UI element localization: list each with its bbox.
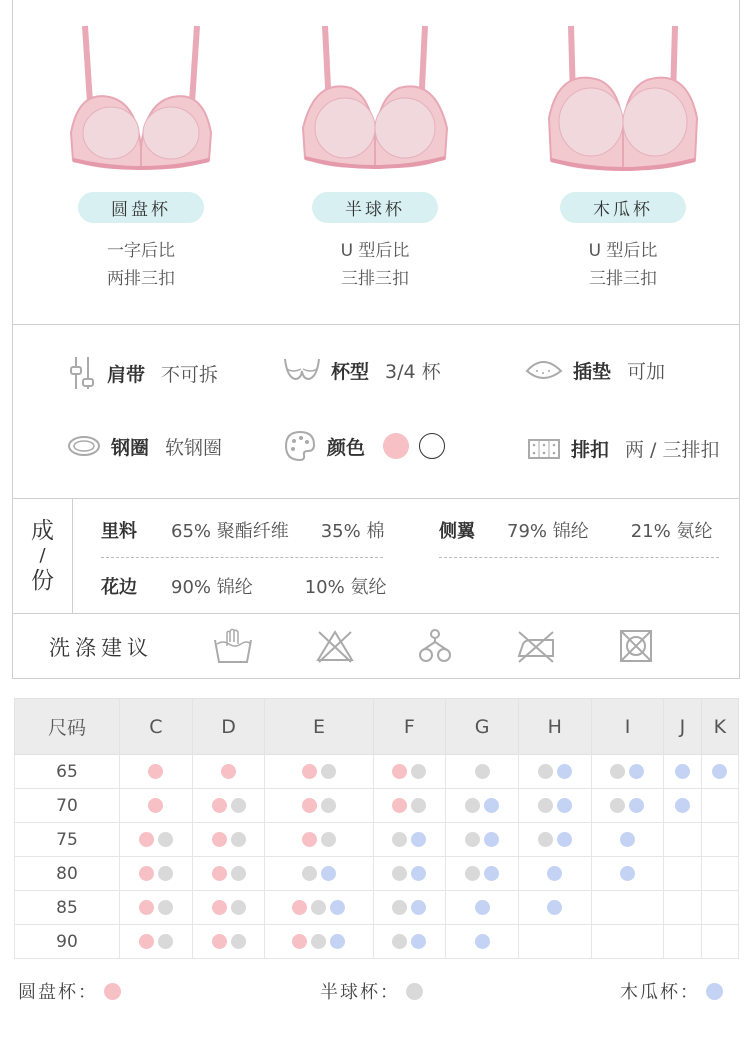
lining-row — [101, 517, 384, 543]
papaya-cup-dot — [620, 832, 635, 847]
size-cell — [192, 755, 265, 789]
size-table — [14, 698, 739, 959]
hook-rows-text: 两排三扣 — [107, 269, 175, 289]
size-cell — [701, 857, 738, 891]
size-cell — [518, 925, 591, 959]
half-cup-dot — [392, 900, 407, 915]
legend-label: 木瓜杯： — [620, 982, 700, 1003]
papaya-cup-dot — [557, 832, 572, 847]
composition-label-top: 成 — [31, 518, 54, 544]
attr-key: 钢圈 — [111, 436, 150, 459]
size-cell — [701, 755, 738, 789]
half-cup-dot — [538, 798, 553, 813]
papaya-cup-dot — [620, 866, 635, 881]
hook-rows-text: 三排三扣 — [341, 269, 409, 289]
half-cup-dot — [311, 900, 326, 915]
legend-label: 半球杯： — [320, 982, 400, 1003]
legend-dot-papaya — [706, 983, 723, 1000]
papaya-cup-dot — [675, 764, 690, 779]
cup-name-pill: 半球杯 — [312, 192, 438, 223]
round-cup-dot — [212, 934, 227, 949]
papaya-cup-dot — [484, 866, 499, 881]
half-cup-dot — [411, 798, 426, 813]
cup-style-papaya — [503, 0, 743, 293]
cup-size-header: K — [701, 699, 738, 755]
attr-key: 排扣 — [571, 439, 610, 461]
legend-half — [320, 978, 425, 1004]
papaya-cup-dot — [547, 866, 562, 881]
cup-size-header: C — [120, 699, 193, 755]
half-cup-dot — [538, 764, 553, 779]
papaya-cup-dot — [484, 832, 499, 847]
size-cell — [120, 925, 193, 959]
half-cup-dot — [231, 832, 246, 847]
attr-value: 两 / 三排扣 — [625, 439, 720, 461]
cup-size-header: E — [265, 699, 373, 755]
size-cell — [120, 891, 193, 925]
band-size: 70 — [15, 789, 120, 823]
hook-rows-text: 三排三扣 — [589, 269, 657, 289]
half-cup-dot — [321, 832, 336, 847]
round-cup-dot — [212, 900, 227, 915]
back-style-text: 一字后比 — [107, 241, 175, 261]
size-cell — [664, 789, 701, 823]
attr-cup-type — [283, 355, 441, 385]
size-cell — [373, 823, 446, 857]
size-cell — [446, 823, 519, 857]
legend-dot-half — [406, 983, 423, 1000]
size-cell — [591, 823, 664, 857]
table-row — [15, 823, 739, 857]
size-cell — [446, 891, 519, 925]
size-cell — [664, 823, 701, 857]
papaya-cup-dot — [411, 934, 426, 949]
size-cell — [446, 755, 519, 789]
half-cup-dot — [465, 798, 480, 813]
table-row — [15, 755, 739, 789]
size-cell — [120, 789, 193, 823]
composition-label-bottom: 份 — [31, 568, 54, 594]
half-cup-dot — [158, 832, 173, 847]
cup-size-header: D — [192, 699, 265, 755]
papaya-cup-dot — [475, 900, 490, 915]
lace-row — [101, 573, 386, 599]
size-cell — [373, 857, 446, 891]
composition-label — [13, 499, 73, 613]
size-cell — [664, 857, 701, 891]
lace-key: 花边 — [101, 577, 137, 598]
cup-icon — [283, 355, 321, 385]
papaya-cup-dot — [484, 798, 499, 813]
papaya-cup-dot — [557, 764, 572, 779]
size-cell — [591, 789, 664, 823]
round-cup-dot — [139, 866, 154, 881]
band-size: 75 — [15, 823, 120, 857]
back-style-text: U 型后比 — [588, 241, 658, 261]
attr-strap — [67, 355, 218, 391]
round-cup-dot — [221, 764, 236, 779]
size-cell — [591, 755, 664, 789]
half-cup-dot — [411, 764, 426, 779]
wire-icon — [67, 431, 101, 461]
size-cell — [192, 857, 265, 891]
size-cell — [120, 857, 193, 891]
size-cell — [446, 925, 519, 959]
no-iron-icon — [515, 628, 557, 664]
half-cup-dot — [231, 900, 246, 915]
attr-pad — [525, 355, 665, 385]
size-cell — [192, 823, 265, 857]
attr-value: 不可拆 — [161, 363, 219, 386]
size-cell — [446, 857, 519, 891]
size-cell — [373, 755, 446, 789]
size-cell — [446, 789, 519, 823]
attr-color — [283, 429, 445, 463]
size-cell — [265, 891, 373, 925]
table-row — [15, 925, 739, 959]
size-table-body — [15, 755, 739, 959]
round-cup-dot — [139, 832, 154, 847]
size-cell — [518, 891, 591, 925]
cup-size-header: F — [373, 699, 446, 755]
color-swatch-white[interactable] — [419, 433, 445, 459]
lining-b: 35% 棉 — [320, 521, 385, 542]
cup-name-pill: 圆盘杯 — [78, 192, 204, 223]
size-cell — [591, 857, 664, 891]
legend-round — [18, 978, 123, 1004]
hang-dry-icon — [415, 628, 455, 664]
round-cup-dot — [292, 934, 307, 949]
round-cup-dot — [212, 866, 227, 881]
size-cell — [265, 823, 373, 857]
size-cell — [701, 823, 738, 857]
back-style-text: U 型后比 — [340, 241, 410, 261]
round-cup-dot — [148, 798, 163, 813]
papaya-cup-dot — [321, 866, 336, 881]
size-table-header — [15, 699, 739, 755]
half-cup-dot — [392, 866, 407, 881]
round-cup-dot — [212, 832, 227, 847]
table-row — [15, 789, 739, 823]
attr-key: 肩带 — [107, 363, 146, 386]
size-cell — [265, 789, 373, 823]
round-cup-dot — [139, 900, 154, 915]
round-cup-dot — [392, 764, 407, 779]
half-cup-dot — [392, 832, 407, 847]
hook-icon — [527, 437, 561, 461]
half-cup-dot — [231, 866, 246, 881]
strap-icon — [67, 355, 97, 391]
legend-dot-round — [104, 983, 121, 1000]
papaya-cup-dot — [629, 764, 644, 779]
size-cell — [591, 925, 664, 959]
size-cell — [265, 755, 373, 789]
size-cell — [192, 789, 265, 823]
lace-a: 90% 锦纶 — [171, 577, 253, 598]
washing-title: 洗涤建议 — [49, 636, 153, 660]
half-cup-dot — [610, 798, 625, 813]
half-cup-dot — [538, 832, 553, 847]
band-size: 80 — [15, 857, 120, 891]
half-cup-dot — [321, 798, 336, 813]
legend-label: 圆盘杯： — [18, 982, 98, 1003]
side-key: 侧翼 — [439, 521, 475, 542]
cup-size-header: G — [446, 699, 519, 755]
half-cup-dot — [158, 934, 173, 949]
table-row — [15, 891, 739, 925]
bra-image-papaya — [543, 18, 703, 178]
half-cup-dot — [302, 866, 317, 881]
half-cup-dot — [158, 900, 173, 915]
papaya-cup-dot — [629, 798, 644, 813]
band-size: 90 — [15, 925, 120, 959]
cup-size-header: I — [591, 699, 664, 755]
attr-hook — [527, 435, 720, 462]
papaya-cup-dot — [330, 934, 345, 949]
table-row — [15, 857, 739, 891]
size-cell — [373, 925, 446, 959]
composition-label-slash: / — [39, 545, 46, 566]
cup-style-half — [255, 0, 495, 293]
papaya-cup-dot — [475, 934, 490, 949]
size-cell — [265, 925, 373, 959]
attr-key: 颜色 — [327, 436, 366, 459]
attr-value: 软钢圈 — [165, 436, 223, 459]
half-cup-dot — [392, 934, 407, 949]
size-cell — [701, 789, 738, 823]
size-header-label: 尺码 — [15, 699, 120, 755]
size-cell — [701, 891, 738, 925]
band-size: 65 — [15, 755, 120, 789]
round-cup-dot — [302, 798, 317, 813]
attr-wire — [67, 431, 222, 461]
side-a: 79% 锦纶 — [507, 521, 589, 542]
size-cell — [192, 891, 265, 925]
lining-key: 里料 — [101, 521, 137, 542]
papaya-cup-dot — [547, 900, 562, 915]
size-cell — [192, 925, 265, 959]
attributes-section — [12, 324, 740, 499]
half-cup-dot — [465, 832, 480, 847]
attr-value: 3/4 杯 — [385, 360, 441, 383]
size-cell — [664, 925, 701, 959]
papaya-cup-dot — [330, 900, 345, 915]
bra-image-half — [295, 18, 455, 178]
half-cup-dot — [475, 764, 490, 779]
cup-name-pill: 木瓜杯 — [560, 192, 686, 223]
bra-image-round — [61, 18, 221, 178]
half-cup-dot — [610, 764, 625, 779]
composition-section — [12, 498, 740, 614]
half-cup-dot — [231, 934, 246, 949]
round-cup-dot — [292, 900, 307, 915]
washing-section — [12, 613, 740, 679]
papaya-cup-dot — [557, 798, 572, 813]
round-cup-dot — [139, 934, 154, 949]
size-cell — [664, 891, 701, 925]
color-swatch-pink[interactable] — [383, 433, 409, 459]
attr-key: 插垫 — [573, 360, 612, 383]
round-cup-dot — [302, 764, 317, 779]
side-b: 21% 氨纶 — [630, 521, 713, 542]
round-cup-dot — [392, 798, 407, 813]
size-cell — [518, 755, 591, 789]
size-cell — [518, 789, 591, 823]
size-cell — [518, 857, 591, 891]
size-cell — [373, 891, 446, 925]
size-cell — [373, 789, 446, 823]
round-cup-dot — [302, 832, 317, 847]
no-tumble-dry-icon — [617, 628, 655, 664]
attr-value: 可加 — [627, 360, 666, 383]
side-row — [439, 517, 712, 543]
round-cup-dot — [212, 798, 227, 813]
legend-papaya — [620, 978, 725, 1004]
papaya-cup-dot — [411, 832, 426, 847]
papaya-cup-dot — [712, 764, 727, 779]
size-cell — [664, 755, 701, 789]
lace-b: 10% 氨纶 — [304, 577, 387, 598]
band-size: 85 — [15, 891, 120, 925]
no-bleach-icon — [315, 628, 355, 664]
size-cell — [120, 823, 193, 857]
size-cell — [591, 891, 664, 925]
size-cell — [120, 755, 193, 789]
pad-icon — [525, 355, 563, 385]
half-cup-dot — [311, 934, 326, 949]
size-cell — [265, 857, 373, 891]
cup-size-header: J — [664, 699, 701, 755]
hand-wash-icon — [211, 628, 255, 666]
papaya-cup-dot — [675, 798, 690, 813]
divider — [439, 557, 719, 558]
papaya-cup-dot — [411, 866, 426, 881]
cup-styles-section — [12, 0, 740, 325]
cup-size-header: H — [518, 699, 591, 755]
cup-style-round — [21, 0, 261, 293]
size-cell — [701, 925, 738, 959]
half-cup-dot — [465, 866, 480, 881]
attr-key: 杯型 — [331, 360, 370, 383]
size-cell — [518, 823, 591, 857]
half-cup-dot — [231, 798, 246, 813]
papaya-cup-dot — [411, 900, 426, 915]
round-cup-dot — [148, 764, 163, 779]
lining-a: 65% 聚酯纤维 — [171, 521, 289, 542]
divider — [101, 557, 383, 558]
half-cup-dot — [158, 866, 173, 881]
half-cup-dot — [321, 764, 336, 779]
palette-icon — [283, 429, 317, 463]
